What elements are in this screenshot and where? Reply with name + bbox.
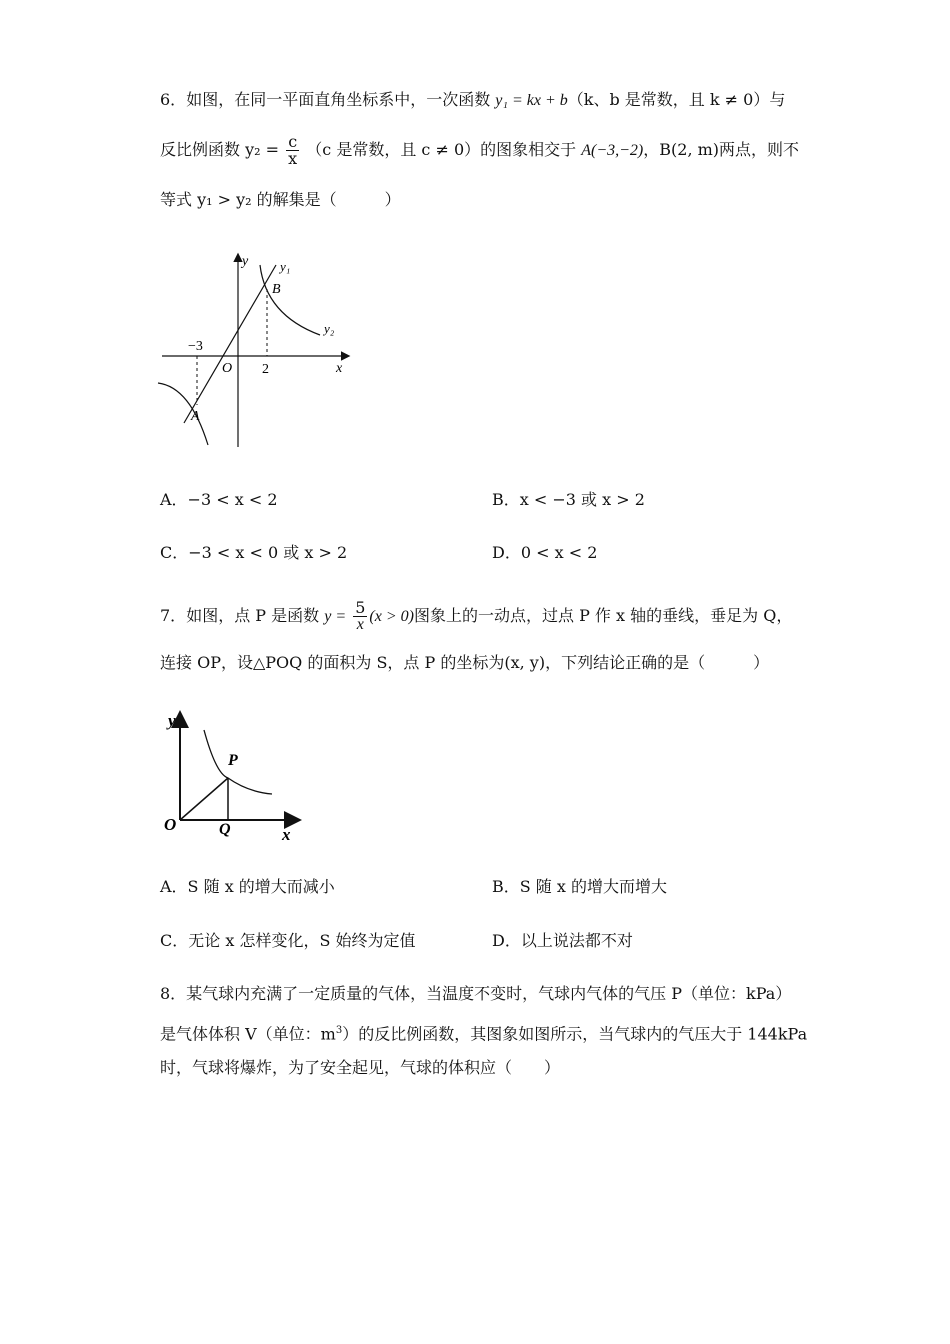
q6-option-b[interactable]: B．x < −3 或 x > 2 [492,490,645,509]
q6-tick-neg3: −3 [188,339,203,354]
q6-y2-label: y₂ [324,321,335,336]
q6-text-1: 如图，在同一平面直角坐标系中，一次函数 [186,90,491,109]
q8-text-1: 8．某气球内充满了一定质量的气体，当温度不变时，气球内气体的气压 P（单位：kPa） [160,984,792,1003]
q6-text-5: 等式 y₁ > y₂ 的解集是（ ） [160,190,401,209]
q6-fraction-denominator: x [288,149,298,168]
q8-text-3: 时，气球将爆炸，为了安全起见，气球的体积应（ ） [160,1058,561,1077]
q7-text-2: 图象上的一动点，过点 P 作 x 轴的垂线，垂足为 Q， [413,606,793,625]
q7-figure [160,708,310,843]
q6-text-2: （k、b 是常数，且 k ≠ 0）与 [567,90,786,109]
q7-eq-lhs: y = [324,608,347,625]
q6-point-a-label: A [191,409,200,424]
q7-point-p-label: P [228,752,238,769]
q8-superscript: 3 [335,1025,343,1036]
q7-text-3: 连接 OP，设△POQ 的面积为 S，点 P 的坐标为(x, y)，下列结论正确的是（ ） [160,653,770,672]
q7-text-1: 如图，点 P 是函数 [186,606,320,625]
q7-hyperbola [204,730,272,794]
q8-line-2 [160,1019,807,1046]
q8-line-3 [160,1056,560,1080]
q6-option-a[interactable]: A．−3 < x < 2 [160,490,278,509]
q7-option-c[interactable]: C．无论 x 怎样变化，S 始终为定值 [160,931,416,950]
q7-option-b[interactable]: B．S 随 x 的增大而增大 [492,877,668,896]
q7-line-2 [160,651,769,675]
q6-origin-label: O [222,361,233,376]
q6-hyperbola-branch-1 [260,265,320,335]
q8-text-2b: ）的反比例函数，其图象如图所示，当气球内的气压大于 144kPa [342,1024,808,1044]
q6-text-3: 反比例函数 [160,140,241,159]
q7-line-1 [160,600,792,633]
q6-option-d[interactable]: D．0 < x < 2 [492,543,598,562]
q6-line-3 [160,188,401,212]
q7-fraction-numerator: 5 [355,598,366,617]
q6-point-a: A(−3,−2) [581,142,644,159]
q6-number: 6． [160,90,187,109]
q6-point-b-text: ，B(2, m)两点，则不 [643,140,800,159]
q6-text-4: （c 是常数，且 c ≠ 0）的图象相交于 [306,140,577,159]
q6-fraction-numerator: c [286,134,299,151]
q6-inverse-lhs: y₂ = [245,140,280,159]
q6-y-label: y [242,254,249,269]
q6-hyperbola-branch-2 [158,383,208,445]
q6-linear-function: y₁ = kx + b [495,92,568,109]
q6-x-label: x [336,361,343,376]
q7-x-label: x [282,825,291,843]
q7-option-a[interactable]: A．S 随 x 的增大而减小 [160,877,335,896]
q7-fraction-denominator: x [356,616,364,633]
q6-y1-label: y₁ [280,259,291,274]
q7-y-label: y [168,711,176,730]
q7-number: 7． [160,606,187,625]
q6-point-b-label: B [272,282,281,297]
q7-option-d[interactable]: D．以上说法都不对 [492,931,633,950]
q6-option-c[interactable]: C．−3 < x < 0 或 x > 2 [160,543,348,562]
q7-fraction-5-over-x [353,600,367,633]
q6-tick-2: 2 [262,362,269,377]
q6-line-1 [160,88,785,113]
q6-line-2 [160,134,799,167]
q8-line-1 [160,982,791,1006]
q6-fraction-c-over-x [286,134,299,167]
q8-text-2a: 是气体体积 V（单位：m [160,1024,336,1044]
q7-eq-condition: (x > 0) [369,608,414,625]
q7-segment-op [180,778,228,820]
q7-origin-label: O [164,815,177,834]
q6-figure [150,245,365,455]
q7-point-q-label: Q [219,821,231,838]
